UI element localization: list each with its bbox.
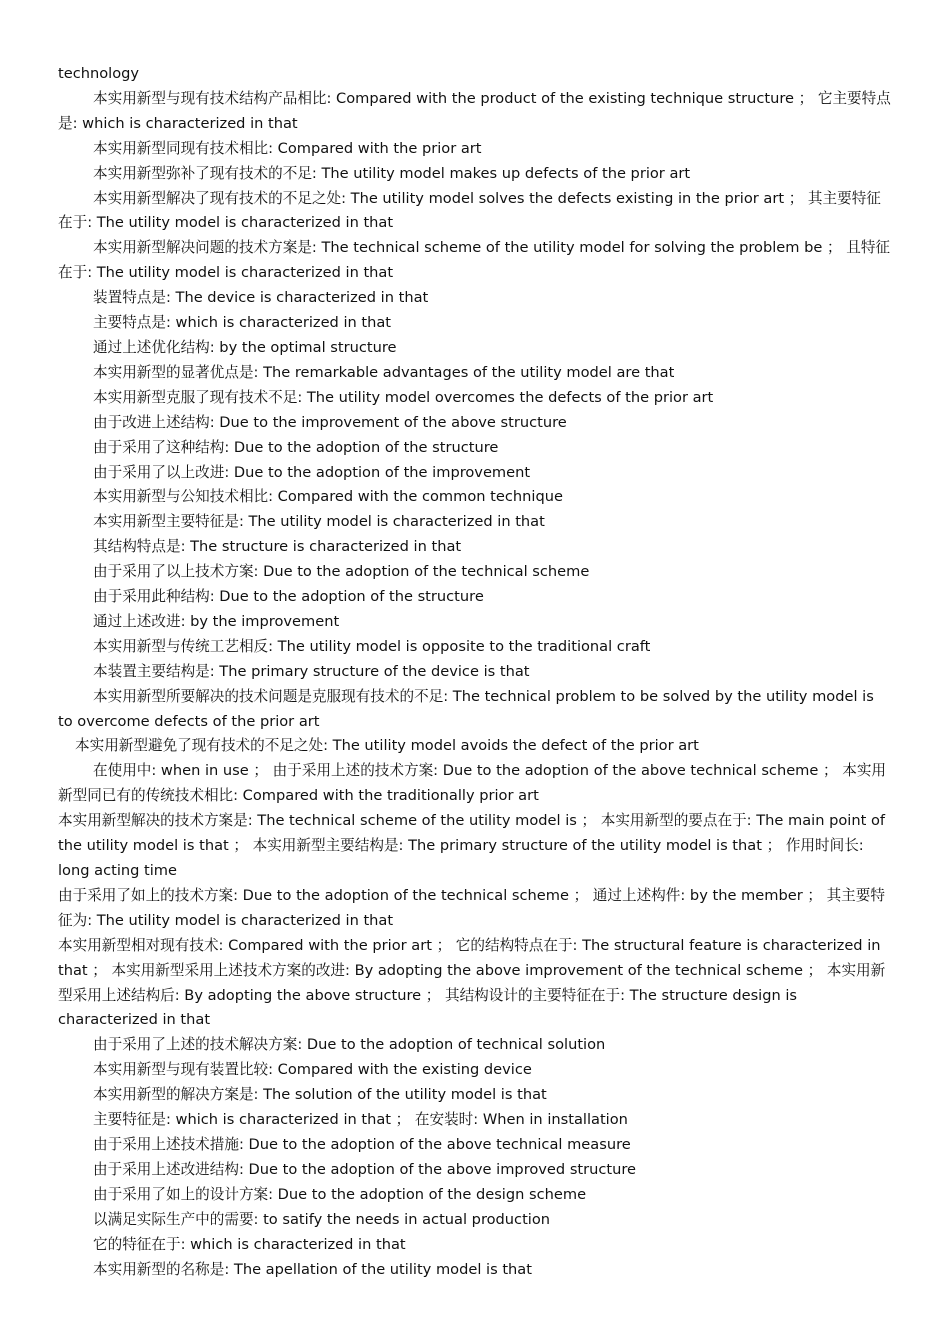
paragraph: 在使用中: when in use ； 由于采用上述的技术方案: Due to the adoption of the above technical scheme ； 本实用新型同已有的传统技术相比: Compared with the traditionally prior art	[58, 762, 887, 805]
paragraph: 由于采用了上述的技术解决方案: Due to the adoption of technical solution	[93, 1036, 606, 1054]
paragraph: 由于采用了如上的技术方案: Due to the adoption of the technical scheme ； 通过上述构件: by the member ； 其主要特征为: The utility model is characterized in that	[58, 886, 885, 929]
paragraph: 由于采用了如上的设计方案: Due to the adoption of the design scheme	[93, 1185, 587, 1203]
paragraph: 本实用新型避免了现有技术的不足之处: The utility model avoids the defect of the prior art	[75, 737, 699, 755]
paragraph: 其结构特点是: The structure is characterized in that	[93, 538, 462, 556]
paragraph: 装置特点是: The device is characterized in that	[93, 289, 429, 307]
paragraph: 本实用新型同现有技术相比: Compared with the prior art	[93, 139, 482, 157]
paragraph: 本实用新型解决问题的技术方案是: The technical scheme of the utility model for solving the problem be ； 且特征在于: The utility model is characterized in that	[58, 239, 891, 282]
paragraph: 主要特点是: which is characterized in that	[93, 314, 392, 332]
paragraph: 本实用新型主要特征是: The utility model is characterized in that	[93, 513, 545, 531]
paragraph: 本实用新型相对现有技术: Compared with the prior art ； 它的结构特点在于: The structural feature is characterized in that ； 本实用新型采用上述技术方案的改进: By adopting the above improvement of the technical scheme ； 本实用新型采用上述结构后: By adopting the above structure ； 其结构设计的主要特征在于: The structure design is characterized in that	[58, 936, 886, 1029]
paragraph: 由于采用了这种结构: Due to the adoption of the structure	[93, 438, 499, 456]
paragraph: 本实用新型解决的技术方案是: The technical scheme of the utility model is ； 本实用新型的要点在于: The main point of the utility model is that ； 本实用新型主要结构是: The primary structure of the utility model is that ； 作用时间长: long acting time	[58, 812, 886, 879]
paragraph: 本实用新型与现有装置比较: Compared with the existing device	[93, 1061, 532, 1079]
paragraph: 本实用新型的解决方案是: The solution of the utility model is that	[93, 1086, 547, 1104]
paragraph: 本实用新型与传统工艺相反: The utility model is opposite to the traditional craft	[93, 637, 651, 655]
paragraph: 本实用新型与现有技术结构产品相比: Compared with the product of the existing technique structure ； 它主要特点是: which is characterized in that	[58, 89, 891, 132]
paragraph: 以满足实际生产中的需要: to satify the needs in actual production	[93, 1210, 551, 1228]
document-body	[58, 62, 892, 1282]
paragraph: technology	[58, 65, 140, 82]
paragraph: 主要特征是: which is characterized in that ； 在安装时: When in installation	[93, 1111, 628, 1129]
paragraph: 由于采用此种结构: Due to the adoption of the structure	[93, 588, 484, 606]
paragraph: 本实用新型解决了现有技术的不足之处: The utility model solves the defects existing in the prior art ； 其主要特征在于: The utility model is characterized in that	[58, 189, 881, 232]
paragraph: 由于采用上述改进结构: Due to the adoption of the above improved structure	[93, 1160, 637, 1178]
paragraph: 本实用新型所要解决的技术问题是克服现有技术的不足: The technical problem to be solved by the utility model is to overcome defects of the prior art	[58, 687, 874, 730]
paragraph: 通过上述优化结构: by the optimal structure	[93, 338, 397, 356]
paragraph: 由于采用了以上技术方案: Due to the adoption of the technical scheme	[93, 563, 590, 581]
paragraph: 由于改进上述结构: Due to the improvement of the above structure	[93, 413, 567, 431]
paragraph: 由于采用了以上改进: Due to the adoption of the improvement	[93, 463, 531, 481]
paragraph: 本实用新型的显著优点是: The remarkable advantages of the utility model are that	[93, 363, 675, 381]
paragraph: 本装置主要结构是: The primary structure of the device is that	[93, 662, 530, 680]
paragraph: 本实用新型与公知技术相比: Compared with the common technique	[93, 488, 563, 506]
paragraph: 本实用新型克服了现有技术不足: The utility model overcomes the defects of the prior art	[93, 388, 714, 406]
paragraph: 由于采用上述技术措施: Due to the adoption of the above technical measure	[93, 1135, 631, 1153]
paragraph: 本实用新型弥补了现有技术的不足: The utility model makes up defects of the prior art	[93, 164, 691, 182]
paragraph: 它的特征在于: which is characterized in that	[93, 1235, 406, 1253]
paragraph: 通过上述改进: by the improvement	[93, 612, 340, 630]
paragraph: 本实用新型的名称是: The apellation of the utility model is that	[93, 1260, 532, 1278]
